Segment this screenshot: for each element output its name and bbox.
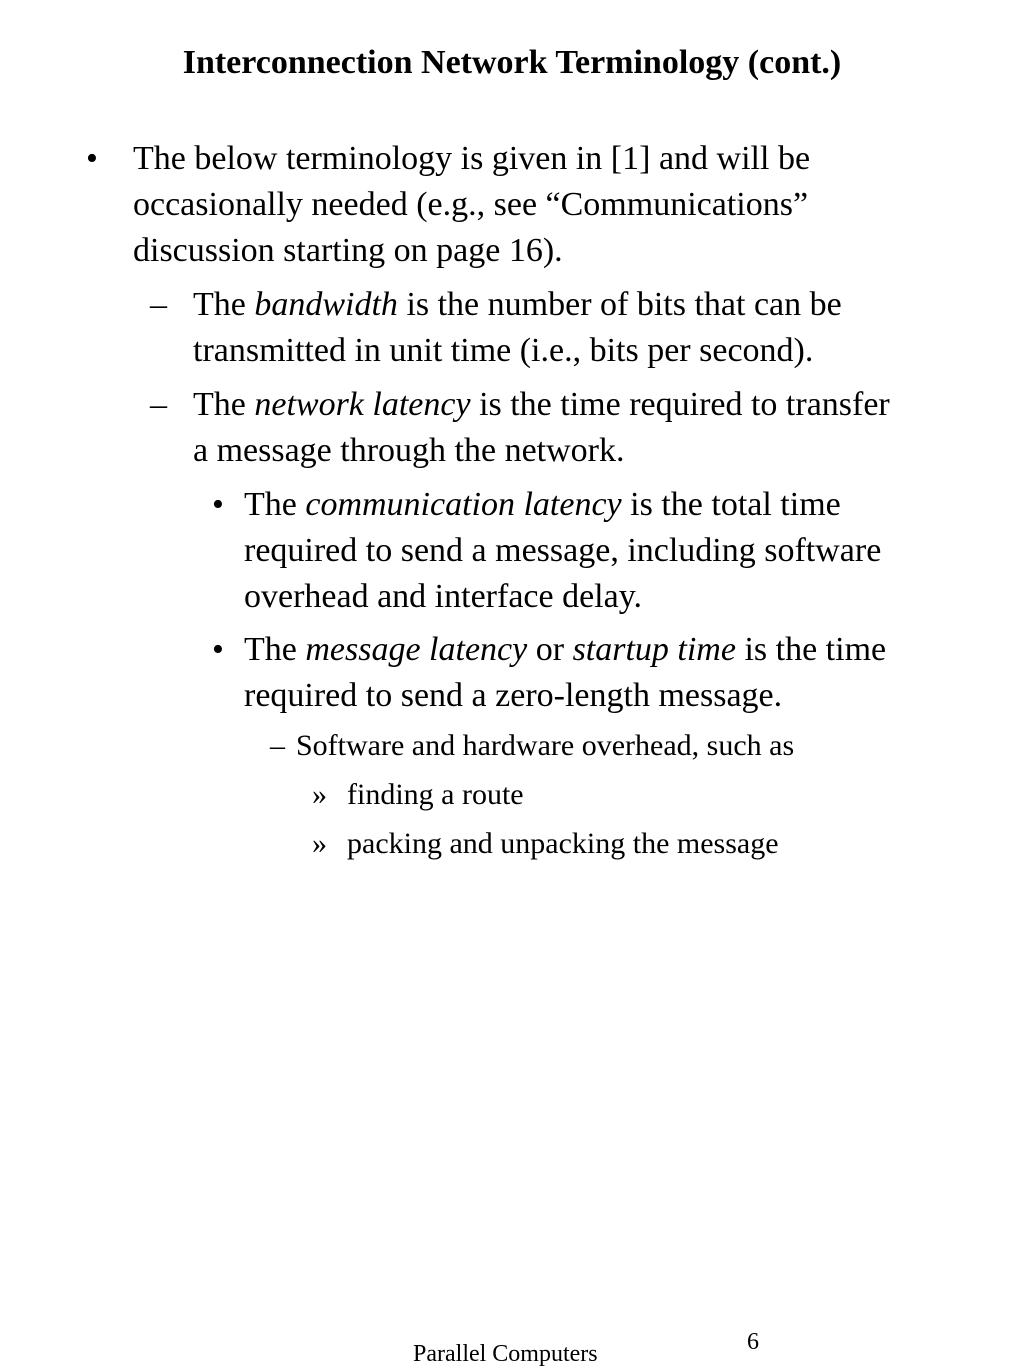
bandwidth-text	[193, 282, 933, 374]
communication-latency-post: is the total time required to send a message, including software overhead and interface delay.	[244, 486, 882, 615]
subbullet-communication-latency	[0, 482, 1024, 622]
subbullet-overhead	[0, 726, 1024, 768]
network-latency-text	[193, 382, 893, 474]
network-latency-term: network latency	[254, 386, 471, 423]
bandwidth-post: is the number of bits that can be transmitted in unit time (i.e., bits per second).	[193, 286, 842, 369]
communication-latency-pre: The	[244, 486, 306, 523]
bullet-marker: •	[212, 631, 224, 668]
bullet-text: The below terminology is given in [1] and will be occasionally needed (e.g., see “Communications” discussion starting on page 16).	[133, 140, 811, 269]
bandwidth-pre: The	[193, 286, 255, 323]
page-number: 6	[747, 1329, 759, 1355]
communication-latency-term: communication latency	[305, 486, 622, 523]
packing-message-text: packing and unpacking the message	[347, 827, 779, 860]
message-latency-term: message latency	[305, 631, 528, 668]
bandwidth-term: bandwidth	[254, 286, 398, 323]
message-latency-post: is the time required to send a zero-length message.	[244, 631, 887, 714]
finding-route-text: finding a route	[347, 778, 524, 811]
bullet-marker: •	[212, 486, 224, 523]
bullet-terminology-intro	[0, 136, 1024, 276]
subbullet-bandwidth	[0, 282, 1024, 377]
raquo-marker: »	[312, 827, 327, 860]
communication-latency-text	[244, 482, 924, 620]
network-latency-post: is the time required to transfer a message through the network.	[193, 386, 890, 469]
slide-title: Interconnection Network Terminology (cont.)	[182, 44, 842, 81]
message-latency-pre: The	[244, 631, 306, 668]
network-latency-pre: The	[193, 386, 255, 423]
dash-marker: –	[270, 729, 285, 762]
bullet-marker: •	[86, 140, 98, 177]
subbullet-message-latency	[0, 627, 1024, 722]
footer-course-name: Parallel Computers	[413, 1341, 598, 1367]
message-latency-mid: or	[527, 631, 573, 668]
overhead-text: Software and hardware overhead, such as	[296, 729, 795, 762]
dash-marker: –	[150, 286, 167, 323]
dash-marker: –	[150, 386, 167, 423]
message-latency-text	[244, 627, 944, 719]
subbullet-finding-route	[0, 775, 1024, 817]
subbullet-network-latency	[0, 382, 1024, 477]
subbullet-packing-message	[0, 824, 1024, 866]
startup-time-term: startup time	[572, 631, 736, 668]
raquo-marker: »	[312, 778, 327, 811]
